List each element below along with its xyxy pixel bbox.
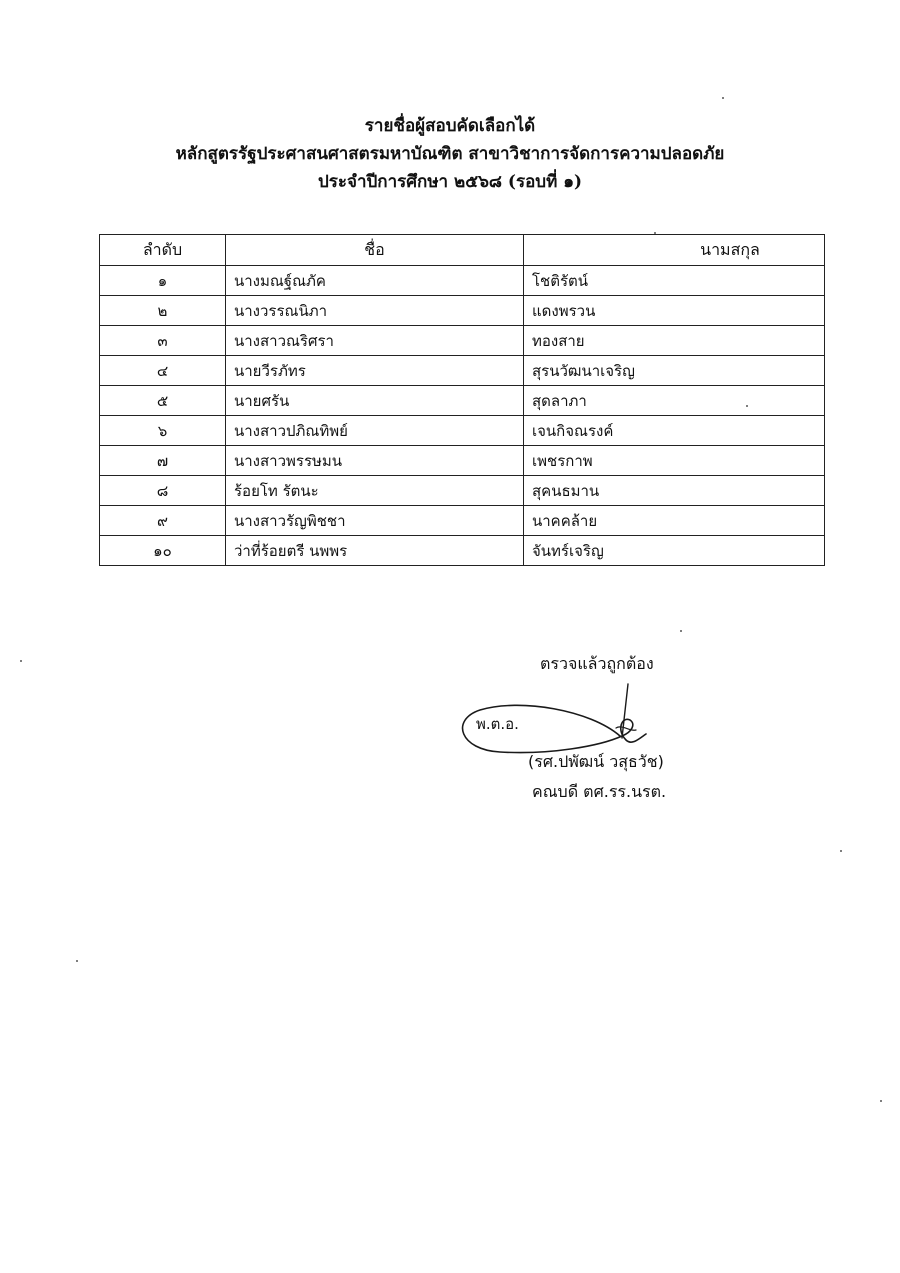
row-surname: เพชรกาพ — [524, 446, 825, 476]
row-number: ๒ — [100, 296, 226, 326]
scan-speck — [746, 405, 748, 407]
row-name: นางสาวพรรษมน — [226, 446, 524, 476]
rank-initials: พ.ต.อ. — [476, 715, 519, 733]
table-row — [100, 536, 825, 566]
table-row — [100, 386, 825, 416]
scan-speck — [880, 1100, 882, 1102]
row-number: ๑ — [100, 266, 226, 296]
table-row — [100, 296, 825, 326]
table-row — [100, 506, 825, 536]
title-line-1: รายชื่อผู้สอบคัดเลือกได้ — [364, 116, 536, 136]
row-surname: สุรนวัฒนาเจริญ — [524, 356, 825, 386]
document-title — [0, 112, 900, 196]
verified-caption: ตรวจแล้วถูกต้อง — [540, 654, 654, 673]
scan-speck — [654, 232, 656, 234]
row-surname: สุคนธมาน — [524, 476, 825, 506]
row-name: นางสาวณริศรา — [226, 326, 524, 356]
row-name: นายวีรภัทร — [226, 356, 524, 386]
header-name: ชื่อ — [226, 235, 524, 266]
scan-speck — [840, 850, 842, 852]
row-number: ๑๐ — [100, 536, 226, 566]
table-row — [100, 476, 825, 506]
table-header-row — [100, 235, 825, 266]
signer-name: (รศ.ปพัฒน์ วสุธวัช) — [528, 752, 664, 771]
table-row — [100, 446, 825, 476]
row-surname: นาคคล้าย — [524, 506, 825, 536]
row-number: ๖ — [100, 416, 226, 446]
scan-speck — [20, 660, 22, 662]
row-number: ๗ — [100, 446, 226, 476]
table-row — [100, 326, 825, 356]
row-name: นางสาวปภิณทิพย์ — [226, 416, 524, 446]
signature-block — [440, 652, 740, 812]
row-number: ๕ — [100, 386, 226, 416]
row-surname: สุดลาภา — [524, 386, 825, 416]
row-number: ๘ — [100, 476, 226, 506]
row-name: นางวรรณนิภา — [226, 296, 524, 326]
row-number: ๙ — [100, 506, 226, 536]
row-surname: จันทร์เจริญ — [524, 536, 825, 566]
results-table — [99, 234, 825, 566]
row-number: ๔ — [100, 356, 226, 386]
row-name: นางมณฐ์ณภัค — [226, 266, 524, 296]
row-name: นายศรัน — [226, 386, 524, 416]
title-line-3: ประจำปีการศึกษา ๒๕๖๘ (รอบที่ ๑) — [317, 172, 583, 192]
header-surname: นามสกุล — [524, 235, 825, 266]
title-line-2: หลักสูตรรัฐประศาสนศาสตรมหาบัณฑิต สาขาวิชาการจัดการความปลอดภัย — [175, 144, 725, 164]
row-name: ว่าที่ร้อยตรี นพพร — [226, 536, 524, 566]
header-number: ลำดับ — [100, 235, 226, 266]
scan-speck — [680, 630, 682, 632]
table-row — [100, 266, 825, 296]
row-surname: โชติรัตน์ — [524, 266, 825, 296]
row-surname: เจนกิจณรงค์ — [524, 416, 825, 446]
signer-position: คณบดี ตศ.รร.นรต. — [532, 782, 667, 801]
row-name: นางสาวรัญพิชชา — [226, 506, 524, 536]
row-surname: แดงพรวน — [524, 296, 825, 326]
table-row — [100, 356, 825, 386]
row-number: ๓ — [100, 326, 226, 356]
scan-speck — [722, 97, 724, 99]
row-name: ร้อยโท รัตนะ — [226, 476, 524, 506]
row-surname: ทองสาย — [524, 326, 825, 356]
scan-speck — [76, 960, 78, 962]
table-row — [100, 416, 825, 446]
